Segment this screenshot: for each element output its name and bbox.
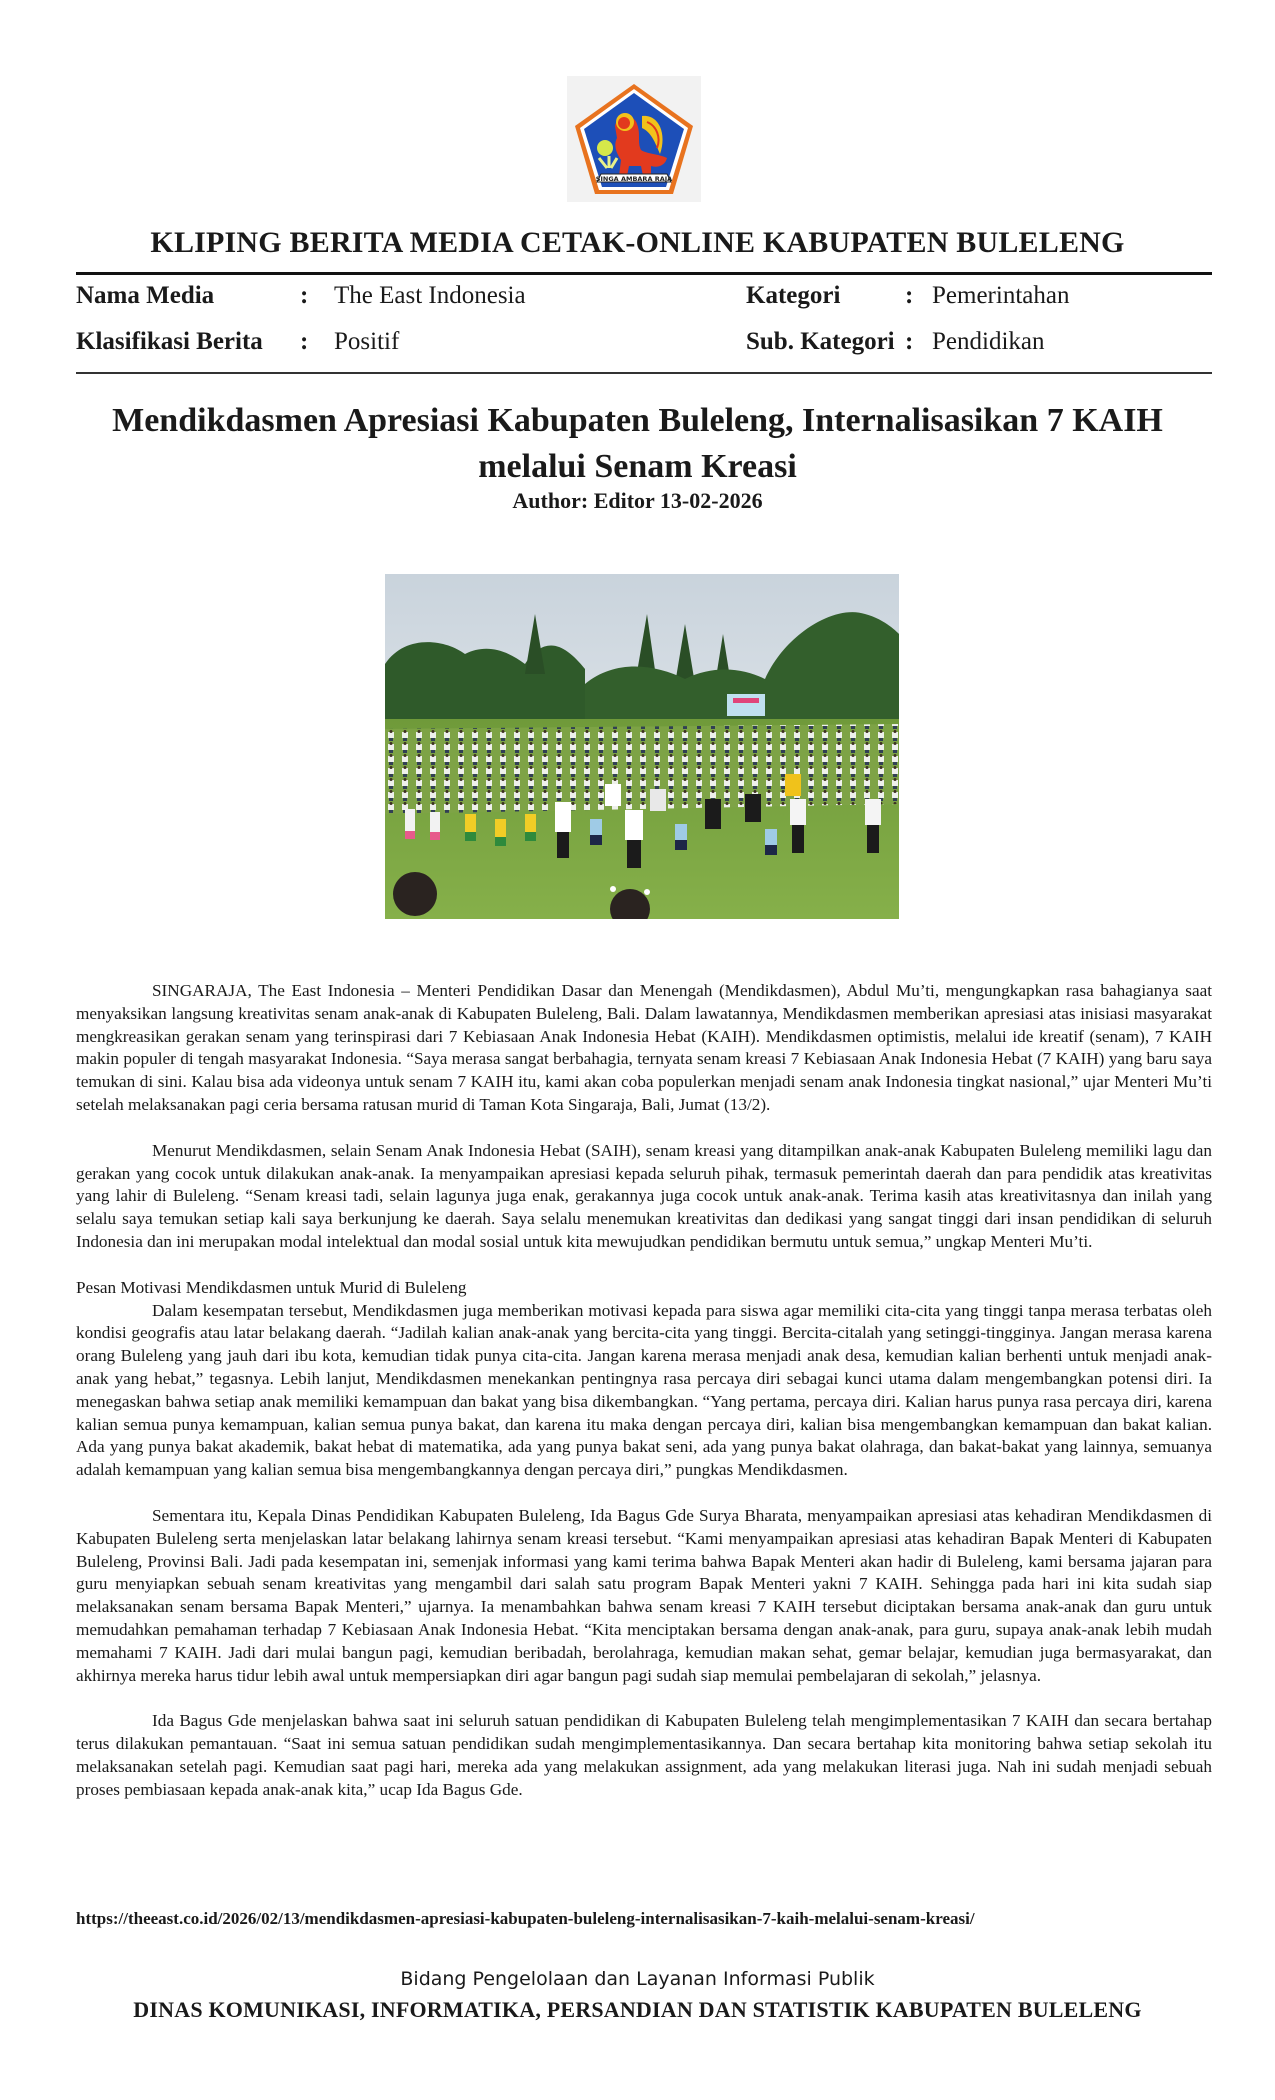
clipping-title: KLIPING BERITA MEDIA CETAK-ONLINE KABUPATEN BULELENG — [150, 226, 1125, 259]
article-paragraph-2: Menurut Mendikdasmen, selain Senam Anak Indonesia Hebat (SAIH), senam kreasi yang ditampilkan anak-anak Kabupaten Buleleng memiliki lagu dan gerakan yang cocok untuk dilakukan anak-anak. Ia menyampaikan apresiasi kepada seluruh pihak, termasuk pemerintah daerah dan para pendidik atas kreativitas yang lahir di Buleleng. “Senam kreasi tadi, selain lagunya juga enak, gerakannya juga cocok untuk anak-anak. Terima kasih atas kreativitasnya dan inilah yang selalu saya temukan setiap kali saya berkunjung ke daerah. Saya selalu menemukan kreativitas dan dedikasi yang sangat tinggi dari insan pendidikan di seluruh Indonesia dan ini merupakan modal intelektual dan modal sosial untuk kita mewujudkan pendidikan bermutu untuk semua,” ungkap Menteri Mu’ti. — [76, 1140, 1212, 1251]
footer-organization: DINAS KOMUNIKASI, INFORMATIKA, PERSANDIAN DAN STATISTIK KABUPATEN BULELENG — [133, 1997, 1142, 2022]
article-photo — [385, 574, 899, 919]
news-classification-label: Klasifikasi Berita — [76, 328, 263, 355]
sub-category-value: Pendidikan — [932, 328, 1045, 355]
media-name-colon: : — [300, 282, 309, 309]
news-classification-value: Positif — [334, 328, 400, 355]
headline-line-2: melalui Senam Kreasi — [478, 448, 797, 485]
header-divider-bottom — [76, 372, 1212, 374]
logo-emblem-icon — [567, 76, 701, 202]
sub-category-colon: : — [905, 328, 914, 355]
article-headline — [60, 398, 1215, 490]
headline-line-1: Mendikdasmen Apresiasi Kabupaten Buleleng, Internalisasikan 7 KAIH — [112, 402, 1163, 439]
sub-category-label: Sub. Kategori — [746, 328, 895, 355]
logo-motto: SINGA AMBARA RAJA — [595, 175, 673, 183]
media-name-value: The East Indonesia — [334, 282, 526, 309]
buleleng-coat-of-arms-logo — [567, 76, 701, 202]
media-name-label: Nama Media — [76, 282, 215, 309]
article-paragraph-1: SINGARAJA, The East Indonesia – Menteri Pendidikan Dasar dan Menengah (Mendikdasmen), Abdul Mu’ti, mengungkapkan rasa bahagianya saat menyaksikan langsung kreativitas senam anak-anak di Kabupaten Buleleng, Bali. Dalam lawatannya, Mendikdasmen memberikan apresiasi atas inisiasi masyarakat mengkreasikan gerakan senam yang terinspirasi dari 7 Kebiasaan Anak Indonesia Hebat (KAIH). Mendikdasmen optimistis, melalui ide kreatif (senam), 7 KAIH makin populer di tengah masyarakat Indonesia. “Saya merasa sangat berbahagia, ternyata senam kreasi 7 Kebiasaan Anak Indonesia Hebat (7 KAIH) yang baru saya temukan di sini. Kalau bisa ada videonya untuk senam 7 KAIH itu, kami akan coba populerkan menjadi senam anak Indonesia tingkat nasional,” ujar Menteri Mu’ti setelah melaksanakan pagi ceria bersama ratusan murid di Taman Kota Singaraja, Bali, Jumat (13/2). — [76, 981, 1212, 1114]
article-paragraph-4: Sementara itu, Kepala Dinas Pendidikan Kabupaten Buleleng, Ida Bagus Gde Surya Bharata, menyampaikan apresiasi atas kehadiran Mendikdasmen di Kabupaten Buleleng serta menjelaskan latar belakang lahirnya senam kreasi tersebut. “Kami menyampaikan apresiasi atas kehadiran Bapak Menteri di Kabupaten Buleleng, Provinsi Bali. Jadi pada kesempatan ini, semenjak informasi yang kami terima bahwa Bapak Menteri akan hadir di Buleleng, kami bersama jajaran para guru menyiapkan sebuah senam kreativitas yang mengambil dari salah satu program Bapak Menteri yakni 7 KAIH. Sehingga pada hari ini kita sudah siap melaksanakan senam bersama Bapak Menteri,” ujarnya. Ia menambahkan bahwa senam kreasi 7 KAIH tersebut diciptakan bersama anak-anak dan guru untuk memudahkan pemahaman terhadap 7 Kebiasaan Anak Indonesia Hebat. “Kita menciptakan bersama dengan anak-anak, para guru, supaya anak-anak lebih mudah memahami 7 KAIH. Jadi dari mulai bangun pagi, kemudian beribadah, berolahraga, kemudian makan sehat, gemar belajar, kemudian juga bermasyarakat, dan akhirnya mereka harus tidur lebih awal untuk mempersiapkan diri agar bangun pagi sudah siap memulai pembelajaran di sekolah,” jelasnya. — [76, 1505, 1212, 1685]
article-subheading: Pesan Motivasi Mendikdasmen untuk Murid di Buleleng — [76, 1277, 467, 1297]
footer-department: Bidang Pengelolaan dan Layanan Informasi Publik — [400, 1968, 875, 1990]
header-divider-top — [76, 272, 1212, 275]
source-link[interactable]: https://theeast.co.id/2026/02/13/mendikdasmen-apresiasi-kabupaten-buleleng-internalisasikan-7-kaih-melalui-senam-kreasi/ — [76, 1909, 975, 1928]
article-paragraph-3: Dalam kesempatan tersebut, Mendikdasmen juga memberikan motivasi kepada para siswa agar memiliki cita-cita yang tinggi tanpa merasa terbatas oleh kondisi geografis atau latar belakang daerah. “Jadilah kalian anak-anak yang bercita-cita yang tinggi. Bercita-citalah yang setinggi-tingginya. Jangan merasa karena orang Buleleng yang jauh dari ibu kota, kemudian tidak punya cita-cita. Jangan karena merasa menjadi anak desa, kemudian kalian berhenti untuk menjadi anak-anak yang hebat,” tegasnya. Lebih lanjut, Mendikdasmen menekankan pentingnya rasa percaya diri sebagai kunci utama dalam mengembangkan potensi diri. Ia menegaskan bahwa setiap anak memiliki kemampuan dan bakat yang bisa dikembangkan. “Yang pertama, percaya diri. Kalian harus punya rasa percaya diri, karena kalian semua punya kemampuan, kalian semua punya bakat, dan karena itu maka dengan percaya diri, kalian bisa mengembangkan kemampuan dan bakat kalian. Ada yang punya bakat akademik, bakat hebat di matematika, ada yang punya bakat seni, ada yang punya bakat olahraga, dan bakat-bakat yang lainnya, semuanya adalah kemampuan yang kalian semua bisa mengembangkannya dengan percaya diri,” pungkas Mendikdasmen. — [76, 1300, 1212, 1480]
news-classification-colon: : — [300, 328, 309, 355]
category-colon: : — [905, 282, 914, 309]
category-value: Pemerintahan — [932, 282, 1070, 309]
article-author-date: Author: Editor 13-02-2026 — [512, 488, 763, 513]
photo-mass-exercise-scene — [385, 574, 899, 919]
article-paragraph-5: Ida Bagus Gde menjelaskan bahwa saat ini seluruh satuan pendidikan di Kabupaten Buleleng telah mengimplementasikan 7 KAIH dan secara bertahap terus dilakukan pemantauan. “Saat ini semua satuan pendidikan sudah mengimplementasikannya. Dan secara bertahap kita monitoring bahwa setiap sekolah itu melaksanakan setelah pagi. Kemudian saat pagi hari, mereka ada yang melakukan assignment, ada yang melakukan literasi juga. Nah ini sudah menjadi sebuah proses pembiasaan kepada anak-anak kita,” ucap Ida Bagus Gde. — [76, 1711, 1212, 1799]
category-label: Kategori — [746, 282, 841, 309]
article-body — [76, 980, 1212, 1825]
